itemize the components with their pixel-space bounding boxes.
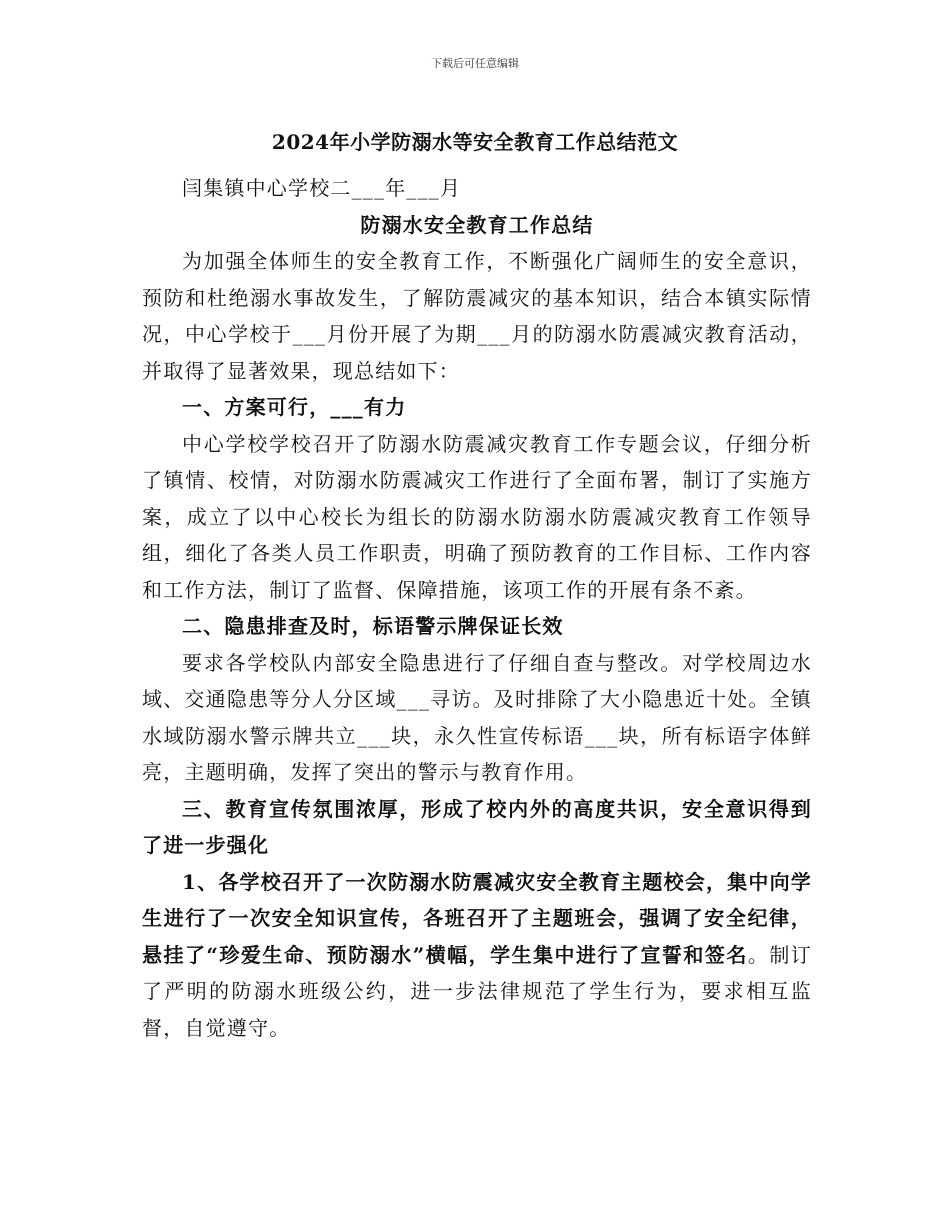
section1-body: 中心学校学校召开了防溺水防震减灾教育工作专题会议，仔细分析了镇情、校情，对防溺水防震减灾工作进行了全面布署，制订了实施方案，成立了以中心校长为组长的防溺水防溺水防震减灾教育工作领导组，细化了各类人员工作职责，明确了预防教育的工作目标、工作内容和工作方法，制订了监督、保障措施，该项工作的开展有条不紊。 <box>142 431 812 602</box>
section3-item1-rest: 。制订了严明的防溺水班级公约，进一步法律规范了学生行为，要求相互监督，自觉遵守。 <box>142 942 812 1040</box>
intro-paragraph: 为加强全体师生的安全教育工作，不断强化广阔师生的安全意识，预防和杜绝溺水事故发生，了解防震减灾的基本知识，结合本镇实际情况，中心学校于___月份开展了为期___月的防溺水防震减灾教育活动，并取得了显著效果，现总结如下： <box>142 249 812 383</box>
section3-item1-bold: 1、各学校召开了一次防溺水防震减灾安全教育主题校会，集中向学生进行了一次安全知识宣传，各班召开了主题班会，强调了安全纪律，悬挂了“珍爱生命、预防溺水”横幅，学生集中进行了宣誓和签名 <box>142 869 812 967</box>
header-note: 下载后可任意编辑 <box>431 57 519 70</box>
section2-body: 要求各学校队内部安全隐患进行了仔细自查与整改。对学校周边水域、交通隐患等分人分区域___寻访。及时排除了大小隐患近十处。全镇水域防溺水警示牌共立___块，永久性宣传标语___块，所有标语字体鲜亮，主题明确，发挥了突出的警示与教育作用。 <box>142 650 812 784</box>
section2-heading: 二、隐患排查及时，标语警示牌保证长效 <box>182 614 564 638</box>
section1-heading: 一、方案可行，___有力 <box>182 395 407 419</box>
document-body <box>142 170 812 1046</box>
section3-heading: 三、教育宣传氛围浓厚，形成了校内外的高度共识，安全意识得到了进一步强化 <box>142 796 812 857</box>
document-title: 2024年小学防溺水等安全教育工作总结范文 <box>271 130 679 154</box>
section3-item1 <box>142 864 812 1047</box>
sub-title: 防溺水安全教育工作总结 <box>360 212 594 237</box>
school-date-line: 闫集镇中心学校二___年___月 <box>182 176 462 200</box>
